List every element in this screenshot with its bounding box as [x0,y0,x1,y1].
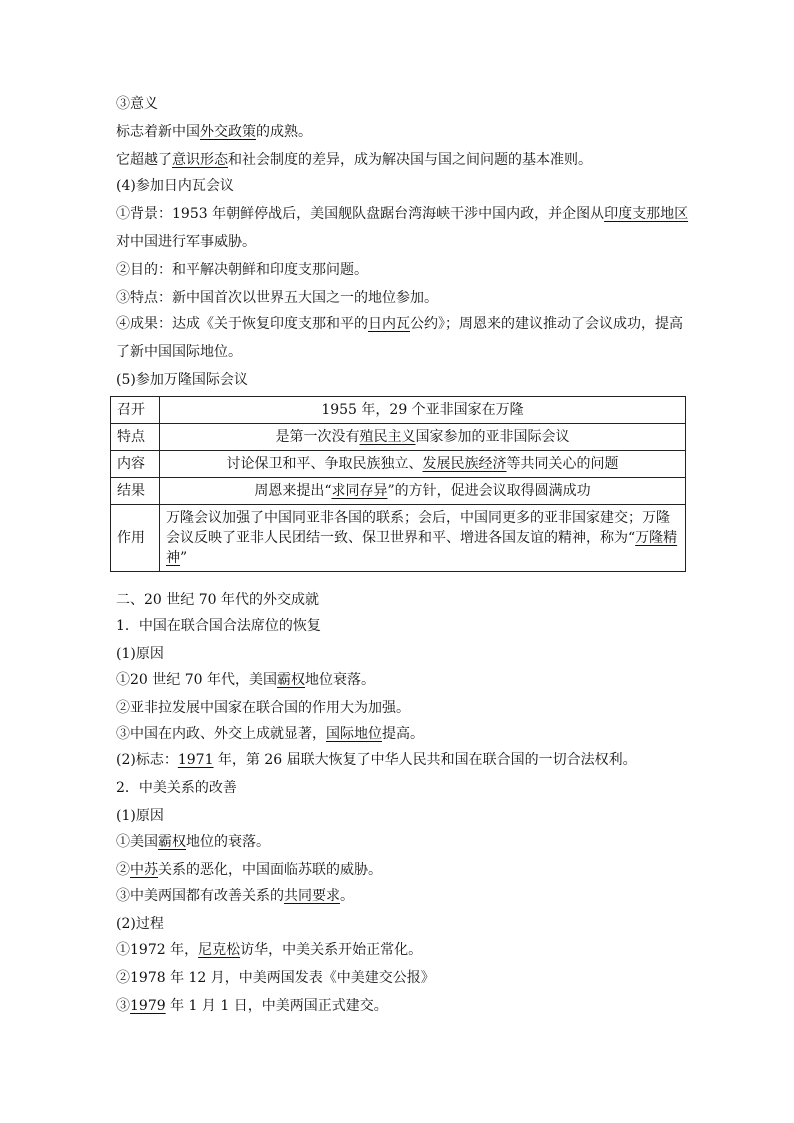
text-line: 它超越了意识形态和社会制度的差异，成为解决国与国之间问题的基本准则。 [116,152,592,168]
subsection-heading: 1．中国在联合国合法席位的恢复 [116,618,321,634]
keyword-underlined: 印度支那地区 [604,206,689,222]
keyword-underlined: 外交政策 [200,124,256,140]
text-line: 了新中国国际地位。 [116,344,242,360]
row-label: 结果 [111,478,160,505]
text-line: ③中国在内政、外交上成就显著，国际地位提高。 [116,726,424,742]
text-line: ①20 世纪 70 年代，美国霸权地位衰落。 [116,672,375,688]
row-label: 作用 [111,505,160,572]
section-heading: 二、20 世纪 70 年代的外交成就 [116,592,319,608]
row-value: 周恩来提出“求同存异”的方针，促进会议取得圆满成功 [160,478,686,505]
keyword-underlined: 霸权 [158,834,186,850]
row-value: 讨论保卫和平、争取民族独立、发展民族经济等共同关心的问题 [160,451,686,478]
keyword-underlined: 发展民族经济 [422,456,507,472]
row-value: 是第一次没有殖民主义国家参加的亚非国际会议 [160,424,686,451]
keyword-underlined: 国际地位 [326,726,382,742]
bandung-conference-table [110,396,686,572]
text-line: ②目的：和平解决朝鲜和印度支那问题。 [116,262,368,278]
text-line: (1)原因 [116,808,164,824]
text-line: ①背景：1953 年朝鲜停战后，美国舰队盘踞台湾海峡干涉中国内政，并企图从印度支那地区 [116,206,689,222]
row-value: 万隆会议加强了中国同亚非各国的联系；会后，中国同更多的亚非国家建交；万隆会议反映了亚非人民团结一致、保卫世界和平、增进各国友谊的精神，称为“万隆精神” [160,505,686,572]
subsection-heading: 2．中美关系的改善 [116,780,237,796]
keyword-underlined: 意识形态 [172,152,228,168]
row-value: 1955 年，29 个亚非国家在万隆 [160,397,686,424]
text-line: ③特点：新中国首次以世界五大国之一的地位参加。 [116,290,438,306]
table-row [111,424,686,451]
text-line: (2)过程 [116,916,164,932]
keyword-underlined: 万隆精神 [166,530,678,566]
text-line: ②亚非拉发展中国家在联合国的作用大为加强。 [116,700,410,716]
table-row [111,451,686,478]
text-line: ③中美两国都有改善关系的共同要求。 [116,888,354,904]
row-label: 召开 [111,397,160,424]
keyword-underlined: 霸权 [276,672,305,688]
row-label: 特点 [111,424,160,451]
text-line: ④成果：达成《关于恢复印度支那和平的日内瓦公约》；周恩来的建议推动了会议成功，提高 [116,316,683,332]
table-row [111,478,686,505]
keyword-underlined: 1971 [177,752,214,768]
row-label: 内容 [111,451,160,478]
text-line: ②1978 年 12 月，中美两国发表《中美建交公报》 [116,970,435,986]
table-row [111,505,686,572]
table-row [111,397,686,424]
keyword-underlined: 求同存异 [331,483,388,499]
text-line: ①1972 年，尼克松访华，中美关系开始正常化。 [116,942,423,958]
keyword-underlined: 日内瓦 [368,316,410,332]
heading-significance: ③意义 [116,96,158,112]
text-line: 标志着新中国外交政策的成熟。 [116,124,312,140]
keyword-underlined: 尼克松 [198,942,241,958]
keyword-underlined: 共同要求 [284,888,340,904]
text-line: (2)标志：1971 年，第 26 届联大恢复了中华人民共和国在联合国的一切合法权利。 [116,752,637,768]
keyword-underlined: 中苏 [130,862,158,878]
text-line: 对中国进行军事威胁。 [116,234,256,250]
text-line: (1)原因 [116,646,164,662]
heading-geneva-conference: (4)参加日内瓦会议 [116,178,234,194]
keyword-underlined: 殖民主义 [359,429,416,445]
keyword-underlined: 1979 [130,998,166,1014]
heading-bandung-conference: (5)参加万隆国际会议 [116,372,248,388]
text-line: ③1979 年 1 月 1 日，中美两国正式建交。 [116,998,388,1014]
text-line: ②中苏关系的恶化，中国面临苏联的威胁。 [116,862,382,878]
text-line: ①美国霸权地位的衰落。 [116,834,270,850]
